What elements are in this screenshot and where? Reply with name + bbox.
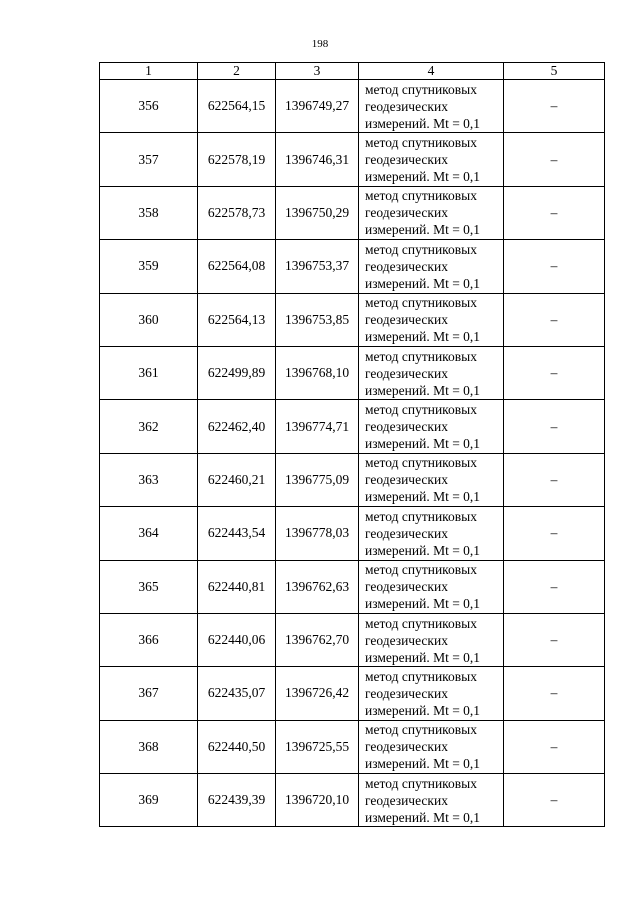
method-text-line: метод спутниковых xyxy=(365,562,477,578)
table-row xyxy=(100,133,605,186)
note-cell: – xyxy=(504,613,605,666)
point-number-cell: 363 xyxy=(100,453,198,506)
method-text-line: геодезических xyxy=(365,312,448,328)
method-text-line: измерений. Mt = 0,1 xyxy=(365,115,481,131)
point-number-cell: 367 xyxy=(100,667,198,720)
y-coordinate-cell: 1396768,10 xyxy=(276,346,359,399)
method-text-line: измерений. Mt = 0,1 xyxy=(365,649,481,665)
method-text-line: метод спутниковых xyxy=(365,188,477,204)
method-text-line: измерений. Mt = 0,1 xyxy=(365,756,481,772)
method-text-line: метод спутниковых xyxy=(365,295,477,311)
table-row xyxy=(100,720,605,773)
header-col-2: 2 xyxy=(198,63,276,80)
method-cell xyxy=(359,774,504,827)
x-coordinate-cell: 622564,08 xyxy=(198,240,276,293)
coordinates-table xyxy=(99,62,605,827)
method-text-line: метод спутниковых xyxy=(365,775,477,791)
method-text-line: измерений. Mt = 0,1 xyxy=(365,222,481,238)
y-coordinate-cell: 1396750,29 xyxy=(276,186,359,239)
x-coordinate-cell: 622578,73 xyxy=(198,186,276,239)
method-text-line: измерений. Mt = 0,1 xyxy=(365,169,481,185)
note-cell: – xyxy=(504,507,605,560)
method-text-line: метод спутниковых xyxy=(365,615,477,631)
x-coordinate-cell: 622578,19 xyxy=(198,133,276,186)
y-coordinate-cell: 1396774,71 xyxy=(276,400,359,453)
note-cell: – xyxy=(504,400,605,453)
y-coordinate-cell: 1396753,37 xyxy=(276,240,359,293)
method-text-line: метод спутниковых xyxy=(365,135,477,151)
note-cell: – xyxy=(504,560,605,613)
method-text-line: геодезических xyxy=(365,419,448,435)
method-text-line: геодезических xyxy=(365,632,448,648)
y-coordinate-cell: 1396778,03 xyxy=(276,507,359,560)
method-text-line: измерений. Mt = 0,1 xyxy=(365,489,481,505)
table-header-row xyxy=(100,63,605,80)
table-row xyxy=(100,774,605,827)
table-row xyxy=(100,346,605,399)
table-row xyxy=(100,293,605,346)
method-text-line: геодезических xyxy=(365,98,448,114)
method-text-line: геодезических xyxy=(365,365,448,381)
note-cell: – xyxy=(504,720,605,773)
method-text-line: метод спутниковых xyxy=(365,241,477,257)
point-number-cell: 365 xyxy=(100,560,198,613)
point-number-cell: 359 xyxy=(100,240,198,293)
method-text-line: измерений. Mt = 0,1 xyxy=(365,809,481,825)
header-col-1: 1 xyxy=(100,63,198,80)
method-text-line: геодезических xyxy=(365,525,448,541)
x-coordinate-cell: 622440,81 xyxy=(198,560,276,613)
table-row xyxy=(100,186,605,239)
method-cell xyxy=(359,133,504,186)
note-cell: – xyxy=(504,240,605,293)
note-cell: – xyxy=(504,80,605,133)
method-text-line: метод спутниковых xyxy=(365,455,477,471)
method-cell xyxy=(359,720,504,773)
method-cell xyxy=(359,453,504,506)
method-text-line: геодезических xyxy=(365,152,448,168)
x-coordinate-cell: 622564,13 xyxy=(198,293,276,346)
method-cell xyxy=(359,293,504,346)
method-text-line: геодезических xyxy=(365,472,448,488)
method-text-line: метод спутниковых xyxy=(365,402,477,418)
table-body xyxy=(100,80,605,827)
method-text-line: измерений. Mt = 0,1 xyxy=(365,542,481,558)
method-text-line: метод спутниковых xyxy=(365,722,477,738)
note-cell: – xyxy=(504,667,605,720)
note-cell: – xyxy=(504,346,605,399)
method-cell xyxy=(359,80,504,133)
y-coordinate-cell: 1396726,42 xyxy=(276,667,359,720)
method-text-line: метод спутниковых xyxy=(365,668,477,684)
point-number-cell: 368 xyxy=(100,720,198,773)
x-coordinate-cell: 622443,54 xyxy=(198,507,276,560)
table-row xyxy=(100,240,605,293)
table-row xyxy=(100,400,605,453)
method-text-line: геодезических xyxy=(365,205,448,221)
header-col-4: 4 xyxy=(359,63,504,80)
page-number: 198 xyxy=(311,38,329,50)
method-text-line: измерений. Mt = 0,1 xyxy=(365,329,481,345)
note-cell: – xyxy=(504,186,605,239)
point-number-cell: 364 xyxy=(100,507,198,560)
method-cell xyxy=(359,240,504,293)
note-cell: – xyxy=(504,453,605,506)
y-coordinate-cell: 1396749,27 xyxy=(276,80,359,133)
method-text-line: геодезических xyxy=(365,685,448,701)
table-row xyxy=(100,667,605,720)
method-cell xyxy=(359,613,504,666)
method-cell xyxy=(359,346,504,399)
point-number-cell: 357 xyxy=(100,133,198,186)
note-cell: – xyxy=(504,774,605,827)
point-number-cell: 360 xyxy=(100,293,198,346)
x-coordinate-cell: 622440,06 xyxy=(198,613,276,666)
header-col-3: 3 xyxy=(276,63,359,80)
method-cell xyxy=(359,186,504,239)
method-text-line: геодезических xyxy=(365,792,448,808)
method-cell xyxy=(359,560,504,613)
note-cell: – xyxy=(504,133,605,186)
y-coordinate-cell: 1396725,55 xyxy=(276,720,359,773)
method-text-line: метод спутниковых xyxy=(365,81,477,97)
method-cell xyxy=(359,507,504,560)
y-coordinate-cell: 1396762,63 xyxy=(276,560,359,613)
method-text-line: геодезических xyxy=(365,739,448,755)
method-text-line: измерений. Mt = 0,1 xyxy=(365,436,481,452)
table-row xyxy=(100,560,605,613)
method-text-line: геодезических xyxy=(365,258,448,274)
header-col-5: 5 xyxy=(504,63,605,80)
table-row xyxy=(100,80,605,133)
method-text-line: измерений. Mt = 0,1 xyxy=(365,702,481,718)
method-cell xyxy=(359,667,504,720)
point-number-cell: 356 xyxy=(100,80,198,133)
method-text-line: измерений. Mt = 0,1 xyxy=(365,596,481,612)
x-coordinate-cell: 622460,21 xyxy=(198,453,276,506)
x-coordinate-cell: 622435,07 xyxy=(198,667,276,720)
x-coordinate-cell: 622440,50 xyxy=(198,720,276,773)
method-cell xyxy=(359,400,504,453)
y-coordinate-cell: 1396753,85 xyxy=(276,293,359,346)
method-text-line: измерений. Mt = 0,1 xyxy=(365,275,481,291)
x-coordinate-cell: 622439,39 xyxy=(198,774,276,827)
method-text-line: измерений. Mt = 0,1 xyxy=(365,382,481,398)
y-coordinate-cell: 1396720,10 xyxy=(276,774,359,827)
method-text-line: метод спутниковых xyxy=(365,508,477,524)
x-coordinate-cell: 622564,15 xyxy=(198,80,276,133)
point-number-cell: 358 xyxy=(100,186,198,239)
x-coordinate-cell: 622499,89 xyxy=(198,346,276,399)
x-coordinate-cell: 622462,40 xyxy=(198,400,276,453)
y-coordinate-cell: 1396775,09 xyxy=(276,453,359,506)
y-coordinate-cell: 1396762,70 xyxy=(276,613,359,666)
point-number-cell: 369 xyxy=(100,774,198,827)
table-row xyxy=(100,453,605,506)
table-row xyxy=(100,507,605,560)
table-row xyxy=(100,613,605,666)
method-text-line: геодезических xyxy=(365,579,448,595)
point-number-cell: 366 xyxy=(100,613,198,666)
y-coordinate-cell: 1396746,31 xyxy=(276,133,359,186)
point-number-cell: 362 xyxy=(100,400,198,453)
point-number-cell: 361 xyxy=(100,346,198,399)
note-cell: – xyxy=(504,293,605,346)
method-text-line: метод спутниковых xyxy=(365,348,477,364)
